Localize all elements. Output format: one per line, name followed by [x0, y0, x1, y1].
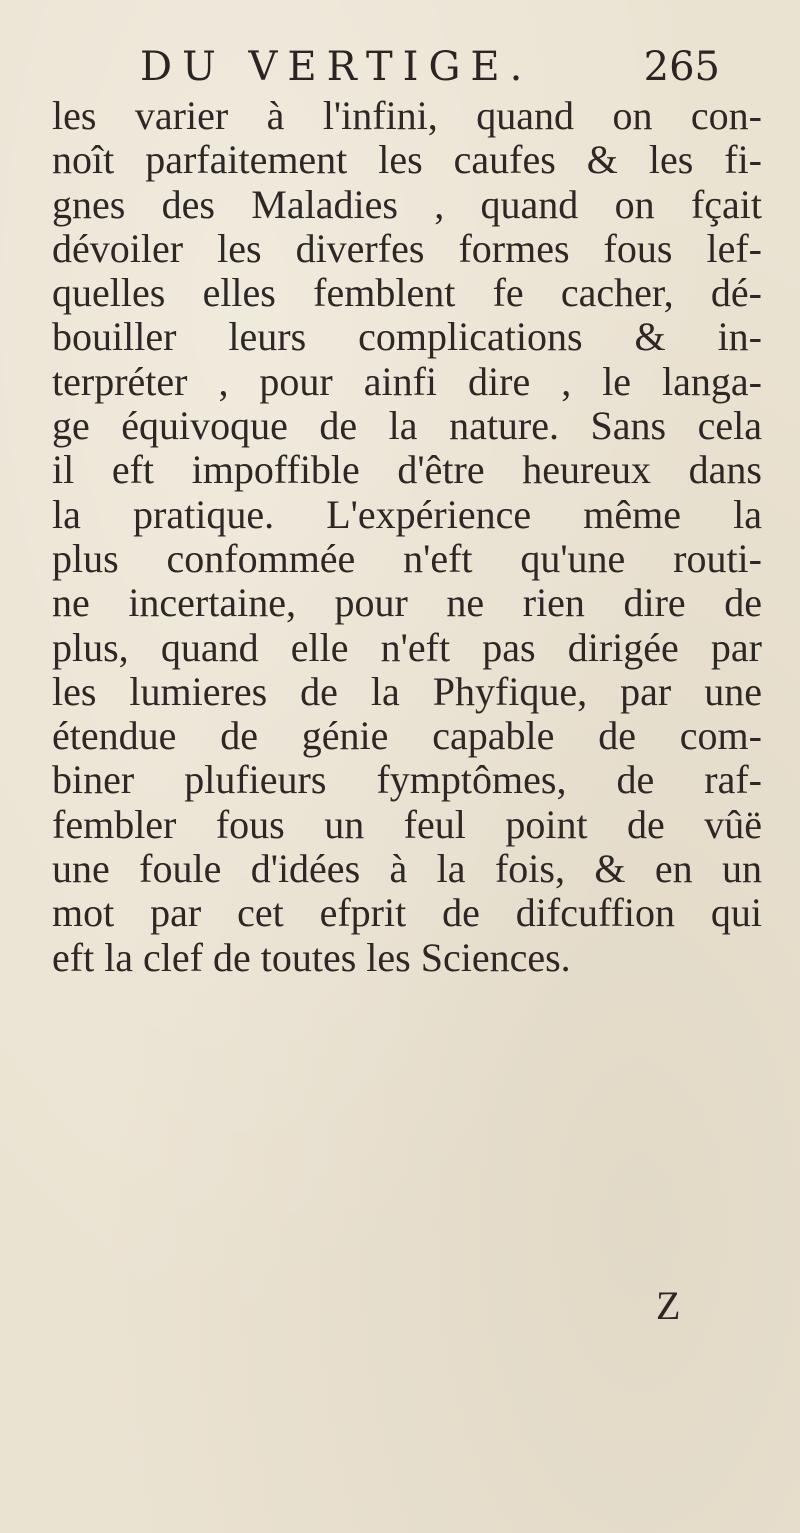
text-line: dévoiler les diverfes formes fous lef- [52, 225, 762, 271]
text-line: plus, quand elle n'eft pas dirigée par [52, 624, 762, 670]
text-line: noît parfaitement les caufes & les fi- [52, 137, 762, 183]
text-line: plus confommée n'eft qu'une routi- [52, 535, 762, 581]
text-line: ne incertaine, pour ne rien dire de [52, 580, 762, 626]
text-line: les lumieres de la Phyfique, par une [52, 668, 762, 714]
page-number: 265 [643, 44, 720, 90]
text-line: une foule d'idées à la fois, & en un [52, 846, 762, 892]
text-line: ge équivoque de la nature. Sans cela [52, 403, 762, 449]
catchword: Z [656, 1283, 681, 1328]
text-line: biner plufieurs fymptômes, de raf- [52, 757, 762, 803]
text-line: quelles elles femblent fe cacher, dé- [52, 270, 762, 316]
text-line: fembler fous un feul point de vûë [52, 801, 762, 847]
text-line: terpréter , pour ainfi dire , le langa- [52, 358, 762, 404]
text-line: étendue de génie capable de com- [52, 713, 762, 759]
text-line: il eft impoffible d'être heureux dans [52, 447, 762, 493]
text-line: les varier à l'infini, quand on con- [52, 93, 762, 138]
text-line: mot par cet efprit de difcuffion qui [52, 890, 762, 936]
text-line: gnes des Maladies , quand on fçait [52, 181, 762, 227]
text-line: la pratique. L'expérience même la [52, 491, 762, 537]
text-line: bouiller leurs complications & in- [52, 314, 762, 360]
running-title: DU VERTIGE. [140, 44, 533, 90]
body-text [52, 94, 762, 980]
text-line: eft la clef de toutes les Sciences. [52, 934, 571, 980]
